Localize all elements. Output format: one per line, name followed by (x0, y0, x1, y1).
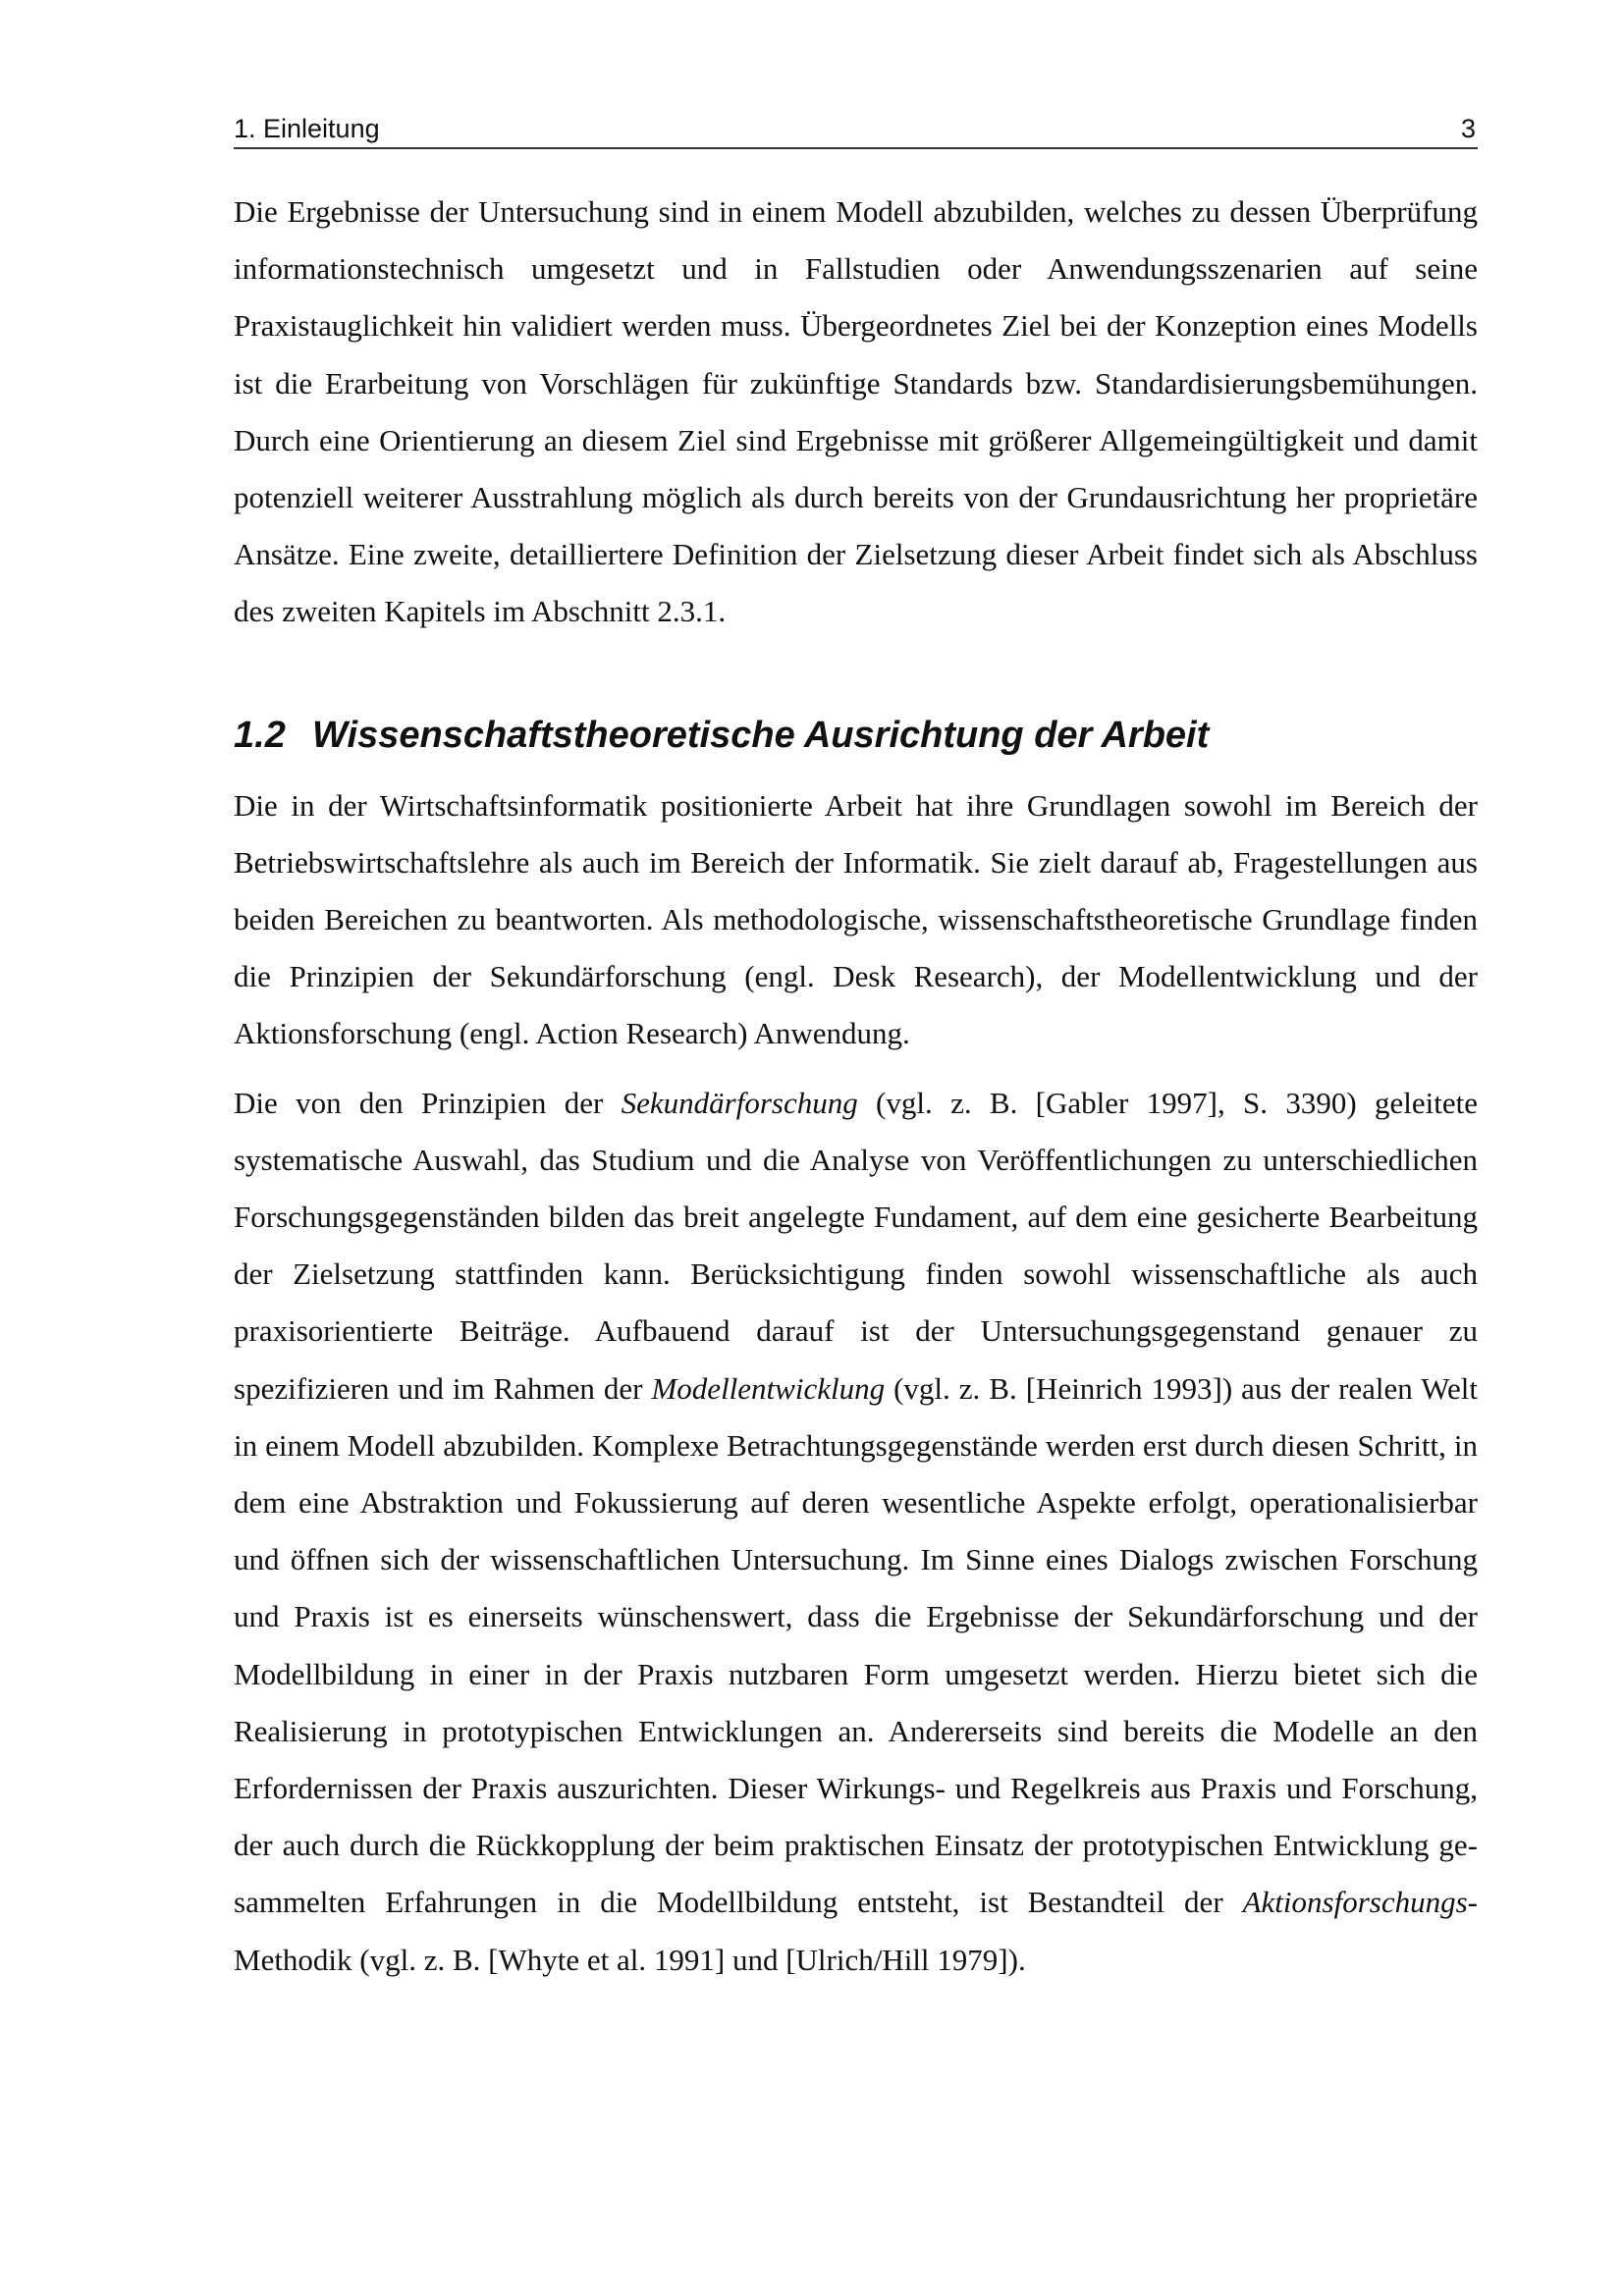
methodology-text-1: Die von den Prinzipien der (234, 1085, 622, 1120)
section-number: 1.2 (234, 714, 286, 756)
paragraph-foundations: Die in der Wirtschaftsinformatik positionierte Arbeit hat ihre Grundlagen sowohl im Bereich der Betriebswirtschaftslehre als auch im Bereich der Informatik. Sie zielt darauf ab, Fragestellungen aus beiden Bereichen zu beantworten. Als methodologische, wissenschaftstheoretische Grundlage finden die Prinzipien der Sekundärforschung (engl. Desk Research), der Modellentwicklung und der Aktionsforschung (engl. Action Research) Anwendung. (234, 787, 1478, 1051)
term-sekundaerforschung: Sekundärforschung (621, 1085, 858, 1120)
methodology-text-2: (vgl. z. B. [Gabler 1997], S. 3390) geleitete systematische Auswahl, das Studium und die Analyse von Veröffentlichungen zu unterschiedlichen Forschungsgegenständen bilden das breit angelegte Fundament, auf dem eine gesicherte Bearbeitung der Zielsetzung stattfinden kann. Berücksichtigung finden sowohl wissenschaftliche als auch praxisorientierte Beiträge. Aufbauend darauf ist der Untersuchungsgegenstand genauer zu spezifizieren und im Rahmen der (234, 1085, 1478, 1406)
page-body (234, 184, 1478, 1989)
term-modellentwicklung: Modellentwicklung (651, 1370, 886, 1406)
paragraph-objective: Die Ergebnisse der Untersuchung sind in einem Modell abzubilden, welches zu dessen Überprüfung informationstechnisch umgesetzt und in Fallstudien oder Anwendungsszenarien auf seine Praxistauglichkeit hin validiert werden muss. Übergeordnetes Ziel bei der Konzeption eines Modells ist die Erarbeitung von Vorschlägen für zukünftige Standards bzw. Standardisierungsbemühungen. Durch eine Orientierung an diesem Ziel sind Ergebnisse mit größerer Allgemeingültigkeit und damit potenziell weiterer Ausstrahlung möglich als durch bereits von der Grundausrichtung her proprietäre Ansätze. Eine zweite, detailliertere Definition der Zielsetzung dieser Arbeit findet sich als Abschluss des zweiten Kapitels im Abschnitt 2.3.1. (234, 194, 1478, 629)
methodology-text-4: -Methodik (vgl. z. B. [Whyte et al. 1991] und [Ulrich/Hill 1979]). (234, 1885, 1478, 1977)
paragraph-methodology (234, 1075, 1478, 1989)
page-header (234, 110, 1478, 149)
methodology-text-3: (vgl. z. B. [Heinrich 1993]) aus der realen Welt in einem Modell abzubilden. Komplexe Betrachtungsgegenstände werden erst durch diesen Schritt, in dem eine Abstraktion und Fokussierung auf deren wesentliche Aspekte erfolgt, operationalisierbar und öffnen sich der wissenschaftlichen Untersuchung. Im Sinne eines Dialogs zwischen Forschung und Praxis ist es einerseits wünschenswert, dass die Ergebnisse der Sekundärforschung und der Modellbildung in einer in der Praxis nutzbaren Form umgesetzt werden. Hierzu bietet sich die Realisierung in prototypischen Entwicklungen an. Andererseits sind bereits die Modelle an den Erfordernissen der Praxis auszurichten. Dieser Wirkungs- und Regelkreis aus Praxis und Forschung, der auch durch die Rückkopplung der beim praktischen Einsatz der prototypischen Entwicklung gesammelten Erfahrungen in die Modellbildung entsteht, ist Bestandteil der (234, 1370, 1478, 1920)
section-heading (234, 707, 1478, 764)
term-aktionsforschung: Aktionsforschungs (1242, 1885, 1468, 1920)
page-number: 3 (1460, 114, 1476, 143)
running-head-chapter: 1. Einleitung (234, 114, 380, 143)
section-title: Wissenschaftstheoretische Ausrichtung der Arbeit (312, 714, 1210, 756)
